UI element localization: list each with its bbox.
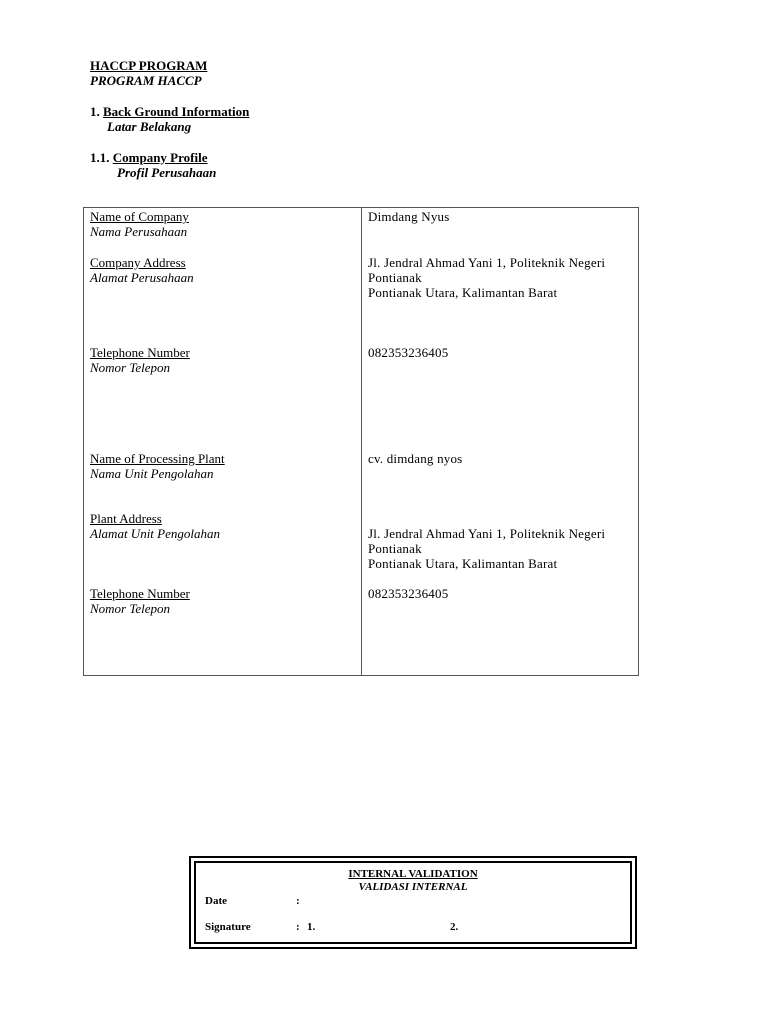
signature-label: Signature <box>205 921 251 933</box>
table-column-divider <box>361 208 362 675</box>
company-profile-table <box>83 207 639 676</box>
plant-address-label <box>90 511 350 541</box>
plant-telephone-label <box>90 586 350 616</box>
section-1-heading <box>90 104 249 119</box>
validation-inner-frame <box>194 861 632 944</box>
label-en: Telephone Number <box>90 586 190 601</box>
label-en: Name of Processing Plant <box>90 451 225 466</box>
validation-title-id: VALIDASI INTERNAL <box>358 881 468 893</box>
section-1-1-title: Company Profile <box>112 150 208 165</box>
date-label: Date <box>205 895 227 907</box>
signature-slot-2: 2. <box>450 921 459 933</box>
section-1-1-number: 1.1. <box>90 150 110 165</box>
internal-validation-box <box>189 856 637 949</box>
company-name-value <box>368 209 638 224</box>
signature-colon: : <box>296 921 300 933</box>
program-title-translation: PROGRAM HACCP <box>90 73 202 88</box>
company-address-value <box>368 255 638 300</box>
date-colon: : <box>296 895 300 907</box>
label-en: Telephone Number <box>90 345 190 360</box>
plant-address-value <box>368 526 638 571</box>
value-line: cv. dimdang nyos <box>368 451 463 466</box>
value-line: Dimdang Nyus <box>368 209 450 224</box>
signature-slot-1: 1. <box>307 921 316 933</box>
value-line: Pontianak Utara, Kalimantan Barat <box>368 556 558 571</box>
label-id: Nama Perusahaan <box>90 224 188 239</box>
label-id: Nomor Telepon <box>90 360 171 375</box>
program-title: HACCP PROGRAM <box>90 58 208 73</box>
section-1-translation: Latar Belakang <box>107 119 192 134</box>
company-name-label <box>90 209 350 239</box>
value-line: Jl. Jendral Ahmad Yani 1, Politeknik Negeri <box>368 526 606 541</box>
value-line: Pontianak <box>368 270 422 285</box>
label-id: Alamat Unit Pengolahan <box>90 526 220 541</box>
plant-telephone-value <box>368 586 638 601</box>
company-telephone-value <box>368 345 638 360</box>
value-line: Jl. Jendral Ahmad Yani 1, Politeknik Negeri <box>368 255 606 270</box>
document-heading <box>90 58 249 180</box>
value-line: Pontianak <box>368 541 422 556</box>
section-1-1-translation: Profil Perusahaan <box>117 165 217 180</box>
validation-title <box>196 868 630 894</box>
label-en: Name of Company <box>90 209 189 224</box>
company-address-label <box>90 255 350 285</box>
label-en: Plant Address <box>90 511 162 526</box>
label-id: Nama Unit Pengolahan <box>90 466 214 481</box>
company-telephone-label <box>90 345 350 375</box>
value-line: Pontianak Utara, Kalimantan Barat <box>368 285 558 300</box>
section-1-title: Back Ground Information <box>103 104 250 119</box>
validation-title-en: INTERNAL VALIDATION <box>348 868 478 880</box>
value-line: 082353236405 <box>368 345 449 360</box>
section-1-1-heading <box>90 150 249 165</box>
label-id: Alamat Perusahaan <box>90 270 194 285</box>
value-line: 082353236405 <box>368 586 449 601</box>
plant-name-label <box>90 451 350 481</box>
label-id: Nomor Telepon <box>90 601 171 616</box>
plant-name-value <box>368 451 638 466</box>
section-1-number: 1. <box>90 104 100 119</box>
label-en: Company Address <box>90 255 186 270</box>
